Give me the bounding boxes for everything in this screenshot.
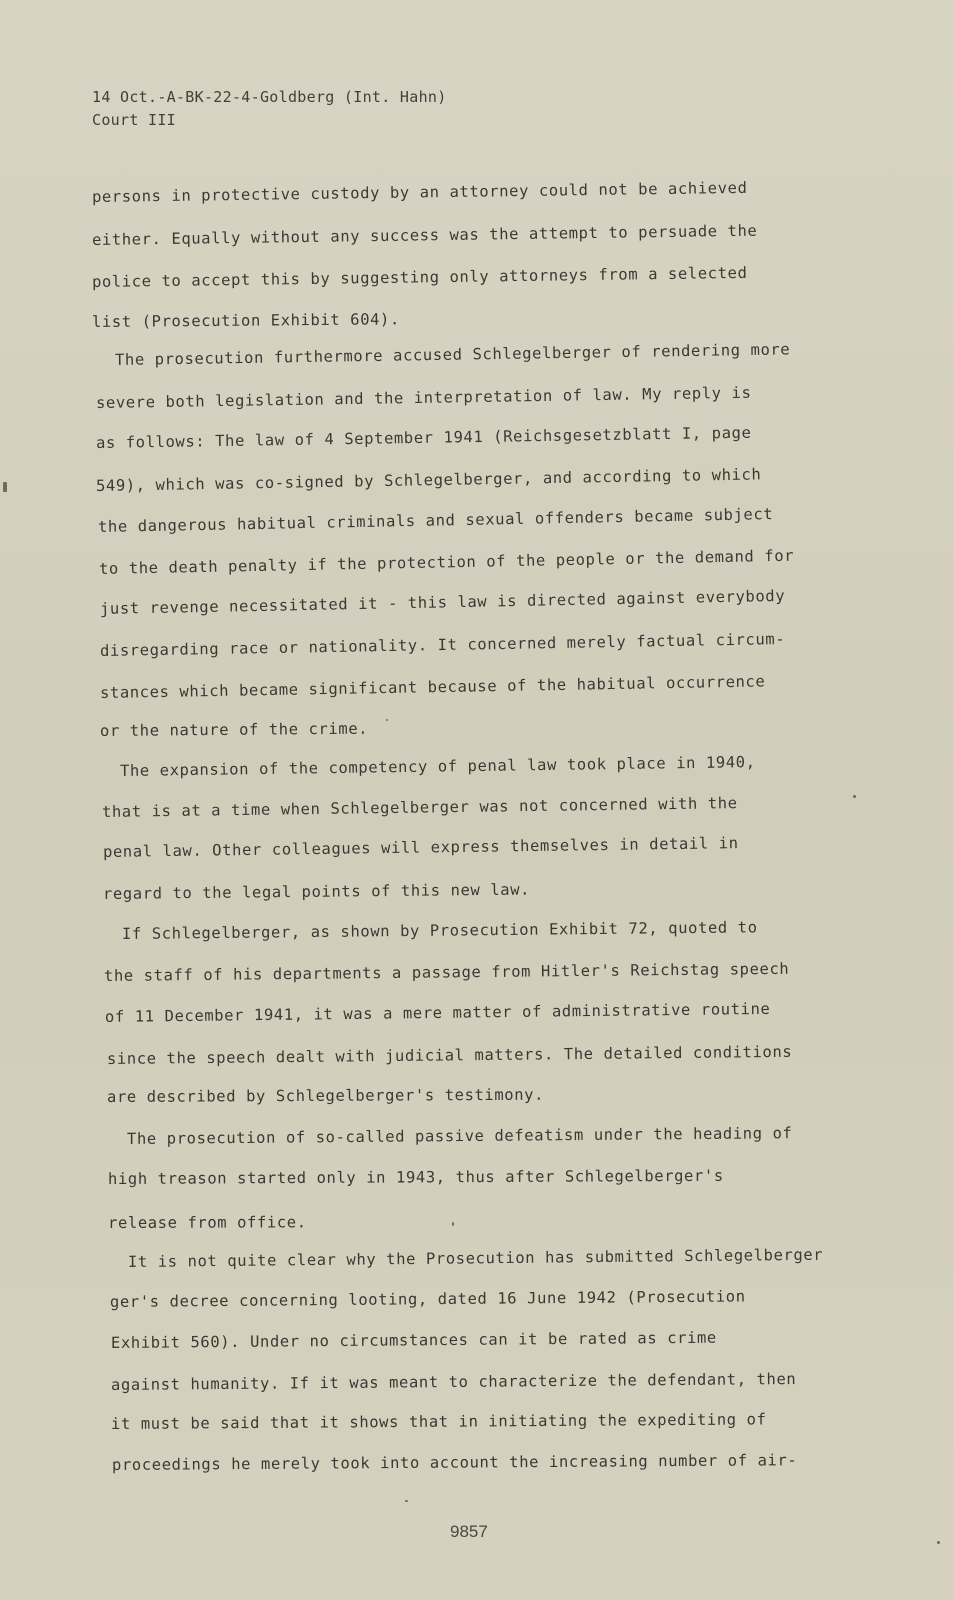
- body-line: persons in protective custody by an attorney could not be achieved: [91, 178, 748, 206]
- body-line: as follows: The law of 4 September 1941 (Reichsgesetzblatt I, page: [95, 423, 752, 452]
- body-line: to the death penalty if the protection of the people or the demand for: [98, 546, 795, 578]
- body-line: penal law. Other colleagues will express themselves in detail in: [102, 834, 739, 861]
- body-line: police to accept this by suggesting only attorneys from a selected: [91, 263, 748, 291]
- body-line: since the speech dealt with judicial matters. The detailed conditions: [106, 1042, 793, 1068]
- body-line: disregarding race or nationality. It concerned merely factual circum-: [99, 630, 786, 660]
- body-line: It is not quite clear why the Prosecution has submitted Schlegelberger: [127, 1245, 824, 1271]
- body-line: it must be said that it shows that in initiating the expediting of: [110, 1410, 767, 1433]
- body-line: are described by Schlegelberger's testimony.: [106, 1085, 545, 1106]
- paper-speck: [937, 1541, 940, 1544]
- body-line: the staff of his departments a passage from Hitler's Reichstag speech: [103, 959, 790, 985]
- paper-speck: [3, 482, 7, 492]
- body-line: proceedings he merely took into account the increasing number of air-: [111, 1451, 798, 1474]
- body-line: of 11 December 1941, it was a mere matter of administrative routine: [104, 999, 771, 1026]
- paper-speck: [452, 1222, 454, 1226]
- paper-speck: [386, 719, 388, 721]
- page-number: 9857: [450, 1522, 488, 1541]
- body-line: Exhibit 560). Under no circumstances can it be rated as crime: [110, 1328, 717, 1352]
- body-line: severe both legislation and the interpretation of law. My reply is: [95, 383, 752, 412]
- body-line: just revenge necessitated it - this law is directed against everybody: [99, 586, 786, 618]
- header-reference: 14 Oct.-A-BK-22-4-Goldberg (Int. Hahn): [92, 88, 447, 106]
- body-line: against humanity. If it was meant to characterize the defendant, then: [110, 1370, 797, 1394]
- body-line: The prosecution furthermore accused Schlegelberger of rendering more: [114, 340, 791, 369]
- body-line: or the nature of the crime.: [99, 719, 369, 740]
- body-line: either. Equally without any success was the attempt to persuade the: [91, 221, 758, 249]
- body-line: high treason started only in 1943, thus after Schlegelberger's: [107, 1166, 724, 1188]
- body-line: 549), which was co-signed by Schlegelberger, and according to which: [95, 465, 762, 495]
- body-line: stances which became significant because of the habitual occurrence: [99, 672, 766, 702]
- body-line: that is at a time when Schlegelberger was not concerned with the: [101, 794, 738, 821]
- body-line: list (Prosecution Exhibit 604).: [91, 310, 400, 331]
- body-line: If Schlegelberger, as shown by Prosecution Exhibit 72, quoted to: [121, 918, 758, 943]
- body-line: The expansion of the competency of penal law took place in 1940,: [119, 753, 756, 780]
- body-line: release from office.: [107, 1213, 307, 1232]
- body-line: regard to the legal points of this new law.: [102, 880, 531, 903]
- body-line: the dangerous habitual criminals and sexual offenders became subject: [97, 505, 774, 536]
- body-line: The prosecution of so-called passive defeatism under the heading of: [126, 1124, 793, 1148]
- header-court: Court III: [92, 111, 176, 129]
- paper-speck: [405, 1500, 408, 1502]
- body-line: ger's decree concerning looting, dated 16 June 1942 (Prosecution: [109, 1287, 746, 1311]
- paper-speck: [853, 795, 856, 798]
